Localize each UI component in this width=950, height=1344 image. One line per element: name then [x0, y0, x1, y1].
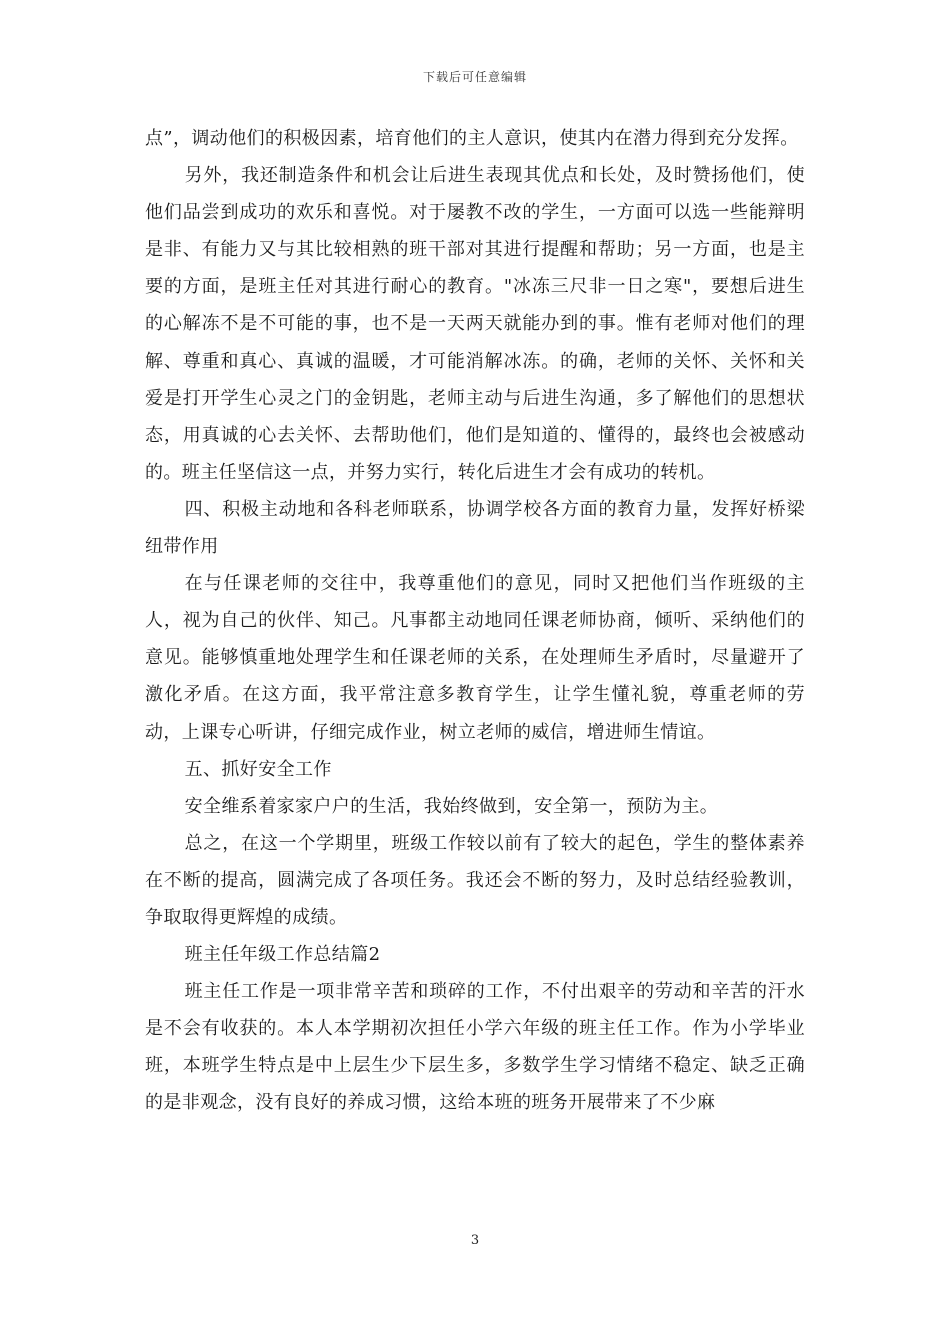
paragraph-safety: 安全维系着家家户户的生活，我始终做到，安全第一，预防为主。 — [184, 795, 719, 817]
document-body — [145, 120, 805, 1122]
paragraph-teachers: 在与任课老师的交往中，我尊重他们的意见，同时又把他们当作班级的主人，视为自己的伙伴、知己。凡事都主动地同任课老师协商，倾听、采纳他们的意见。能够慎重地处理学生和任课老师的关系，在处理师生矛盾时，尽量避开了激化矛盾。在这方面，我平常注意多教育学生，让学生懂礼貌，尊重老师的劳动，上课专心听讲，仔细完成作业，树立老师的威信，增进师生情谊。 — [145, 573, 805, 743]
paragraph-conclusion: 总之，在这一个学期里，班级工作较以前有了较大的起色，学生的整体素养在不断的提高，圆满完成了各项任务。我还会不断的努力，及时总结经验教训，争取取得更辉煌的成绩。 — [145, 832, 805, 928]
section-heading-four: 四、积极主动地和各科老师联系，协调学校各方面的教育力量，发挥好桥梁纽带作用 — [145, 498, 805, 558]
page-number: 3 — [470, 1233, 480, 1248]
article-title-2: 班主任年级工作总结篇2 — [184, 944, 381, 966]
paragraph-late-students: 另外，我还制造条件和机会让后进生表现其优点和长处，及时赞扬他们，使他们品尝到成功的欢乐和喜悦。对于屡教不改的学生，一方面可以选一些能辩明是非、有能力又与其比较相熟的班干部对其进行提醒和帮助；另一方面，也是主要的方面，是班主任对其进行耐心的教育。"冰冻三尺非一日之寒"，要想后进生的心解冻不是不可能的事，也不是一天两天就能办到的事。惟有老师对他们的理解、尊重和真心、真诚的温暖，才可能消解冰冻。的确，老师的关怀、关怀和关爱是打开学生心灵之门的金钥匙，老师主动与后进生沟通，多了解他们的思想状态，用真诚的心去关怀、去帮助他们，他们是知道的、懂得的，最终也会被感动的。班主任坚信这一点，并努力实行，转化后进生才会有成功的转机。 — [145, 165, 805, 483]
header-note: 下载后可任意编辑 — [422, 70, 527, 84]
paragraph-article-2-intro: 班主任工作是一项非常辛苦和琐碎的工作，不付出艰辛的劳动和辛苦的汗水是不会有收获的。本人本学期初次担任小学六年级的班主任工作。作为小学毕业班，本班学生特点是中上层生少下层生多，多数学生学习情绪不稳定、缺乏正确的是非观念，没有良好的养成习惯，这给本班的班务开展带来了不少麻 — [145, 981, 805, 1114]
paragraph-continuation: 点”，调动他们的积极因素，培育他们的主人意识，使其内在潜力得到充分发挥。 — [145, 128, 799, 149]
section-heading-five: 五、抓好安全工作 — [184, 758, 332, 780]
